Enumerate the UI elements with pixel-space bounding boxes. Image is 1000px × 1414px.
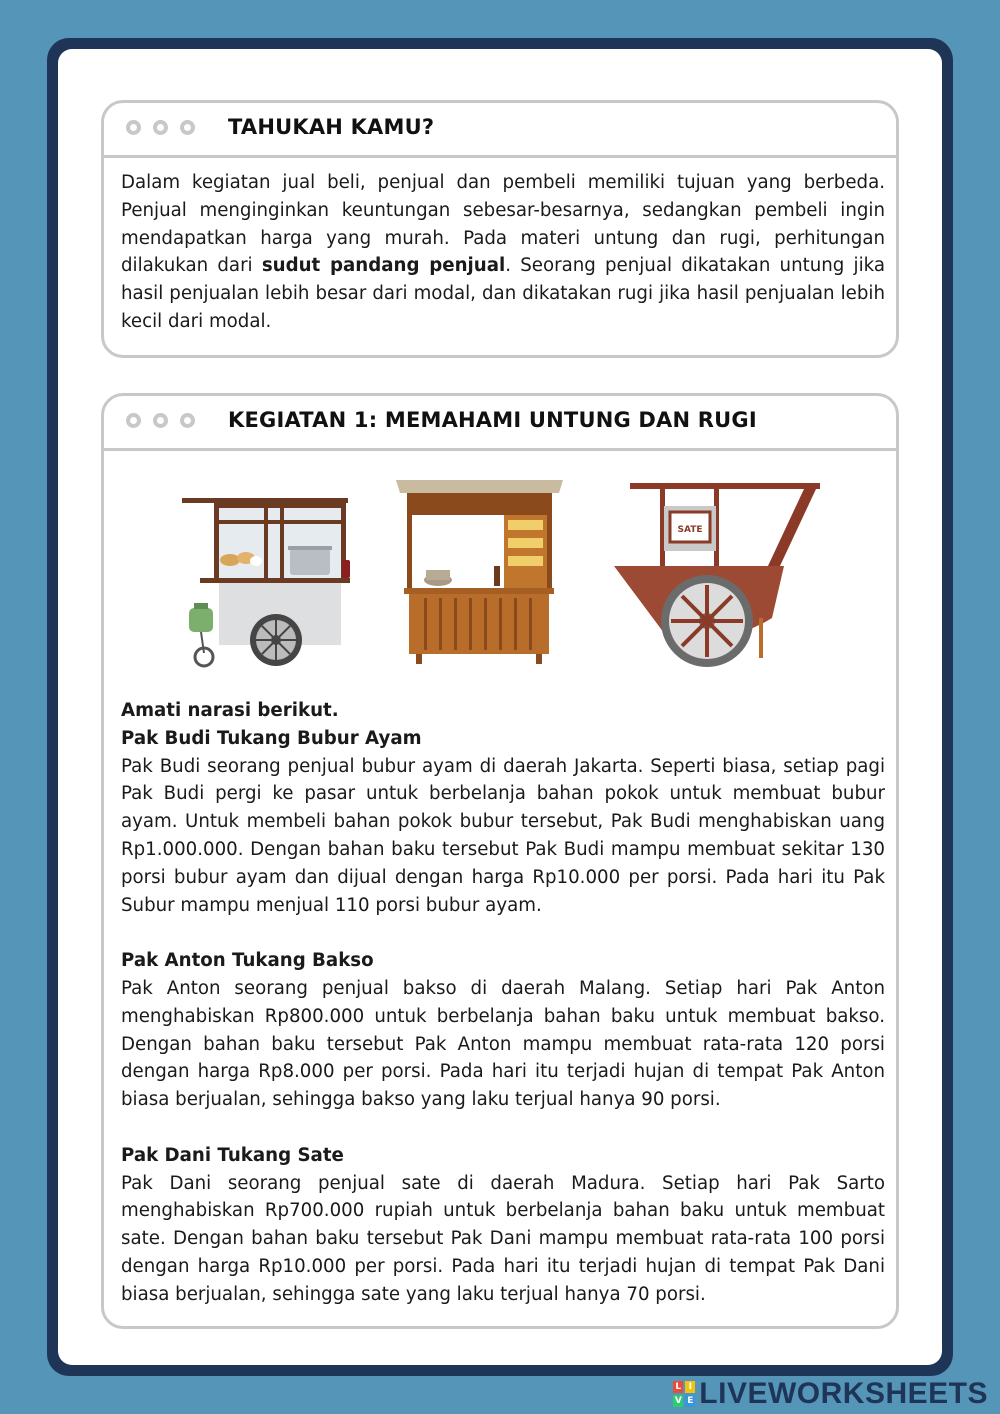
activity-box-header (104, 396, 896, 451)
activity-box-kegiatan-1 (101, 393, 899, 1329)
story-heading: Pak Budi Tukang Bubur Ayam (121, 727, 422, 749)
story-heading: Pak Anton Tukang Bakso (121, 950, 374, 972)
sate-cart-image (614, 483, 820, 667)
circle-icon (153, 413, 168, 428)
story-heading: Pak Dani Tukang Sate (121, 1144, 344, 1166)
circle-icon (126, 413, 141, 428)
paragraph-text: . Seorang penjual dikatakan untung jika hasil penjualan lebih besar dari modal, dan dikatakan rugi jika hasil penjualan lebih kecil dari modal. (121, 255, 885, 332)
activity-box-title: KEGIATAN 1: MEMAHAMI UNTUNG DAN RUGI (228, 408, 757, 432)
narrative-section (121, 697, 885, 1309)
story-text: Pak Anton seorang penjual bakso di daerah Malang. Setiap hari Pak Anton menghabiskan Rp800.000 untuk berbelanja bahan baku untuk membuat bakso. Dengan bahan baku tersebut Pak Anton mampu membuat rata-rata 120 porsi dengan harga Rp8.000 per porsi. Pada hari itu terjadi hujan di tempat Pak Anton biasa berjualan, sehingga bakso yang laku terjual hanya 90 porsi. (121, 977, 885, 1111)
bubur-cart-image (182, 498, 350, 666)
story-text: Pak Budi seorang penjual bubur ayam di daerah Jakarta. Seperti biasa, setiap pagi Pak Budi pergi ke pasar untuk berbelanja bahan pokok untuk membuat bubur ayam. Untuk membeli bahan pokok bubur tersebut, Pak Budi menghabiskan uang Rp1.000.000. Dengan bahan baku tersebut Pak Budi mampu membuat sekitar 130 porsi bubur ayam dan dijual dengan harga Rp10.000 per porsi. Pada hari itu Pak Subur mampu menjual 110 porsi bubur ayam. (121, 755, 885, 916)
circle-icon (126, 120, 141, 135)
story-text: Pak Dani seorang penjual sate di daerah Madura. Setiap hari Pak Sarto menghabiskan Rp700.000 rupiah untuk berbelanja bahan baku untuk membuat sate. Dengan bahan baku tersebut Pak Dani mampu membuat rata-rata 100 porsi dengan harga Rp10.000 per porsi. Pada hari itu terjadi hujan di tempat Pak Dani biasa berjualan, sehingga sate yang laku terjual hanya 70 porsi. (121, 1172, 885, 1305)
liveworksheets-branding[interactable] (673, 1377, 988, 1411)
window-dots (126, 120, 195, 135)
bakso-cart-image (396, 480, 563, 664)
narrative-intro: Amati narasi berikut. (121, 700, 339, 721)
paragraph-text: Dalam kegiatan jual beli, penjual dan pembeli memiliki tujuan yang berbeda. Penjual menginginkan keuntungan sebesar-besarnya, sedangkan pembeli ingin mendapatkan harga yang murah. Pada materi untung dan rugi, perhitungan dilakukan dari (121, 172, 885, 277)
liveworksheets-logo-icon: L I V E (674, 1382, 694, 1406)
circle-icon (180, 413, 195, 428)
info-box-title: TAHUKAH KAMU? (228, 115, 435, 139)
info-box-paragraph (121, 169, 885, 336)
food-carts-illustration (104, 448, 896, 688)
circle-icon (153, 120, 168, 135)
info-box-header (104, 103, 896, 158)
sate-sign-text: SATE (677, 525, 703, 535)
circle-icon (180, 120, 195, 135)
liveworksheets-logo-text: LIVEWORKSHEETS (699, 1377, 988, 1410)
paragraph-bold-text: sudut pandang penjual (261, 255, 506, 277)
window-dots (126, 413, 195, 428)
info-box-tahukah-kamu (101, 100, 899, 358)
